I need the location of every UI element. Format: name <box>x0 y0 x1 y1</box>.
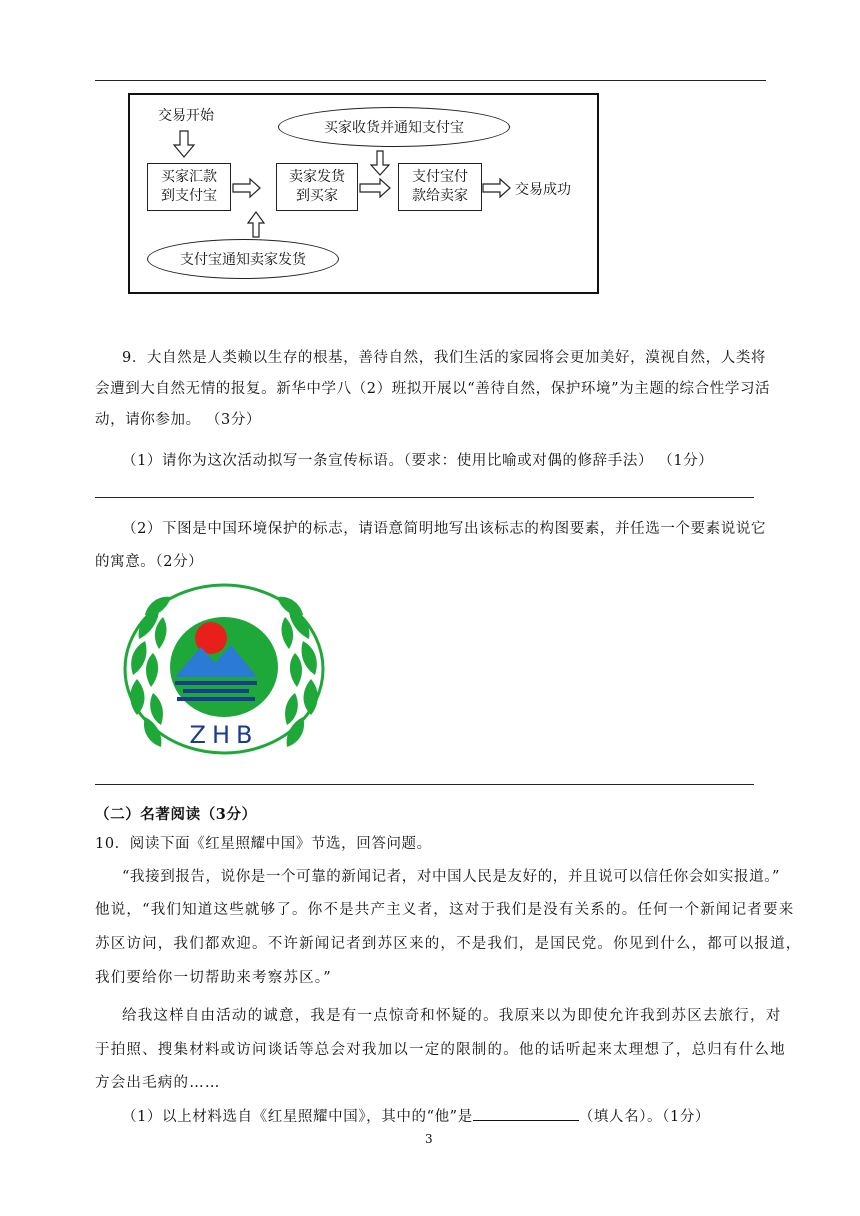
q10-sub1-text-pre: （1）以上材料选自《红星照耀中国》，其中的“他”是 <box>122 1109 473 1125</box>
section2-heading: （二）名著阅读（3分） <box>95 806 257 823</box>
flow-start-label: 交易开始 <box>158 108 214 124</box>
q9-answer-line-2 <box>95 784 754 785</box>
excerpt-p1-line-2: 他说，“我们知道这些就够了。你不是共产主义者，这对于我们是没有关系的。任何一个新闻记者要来 <box>95 902 795 918</box>
q9-sub2-line-1: （2）下图是中国环境保护的标志，请语意简明地写出该标志的构图要素，并任选一个要素说说它 <box>122 521 767 537</box>
q9-answer-line-1 <box>95 497 754 498</box>
flow-buyer-receive-ellipse: 买家收货并通知支付宝 <box>278 107 510 147</box>
q9-sub2-line-2: 的寓意。（2分） <box>95 554 204 570</box>
logo-zhb-text: ZHB <box>189 721 259 749</box>
q9-line-3: 动，请你参加。 （3分） <box>95 412 262 428</box>
q10-answer-blank[interactable] <box>473 1106 579 1121</box>
excerpt-p1-line-4: 我们要给你一切帮助来考察苏区。” <box>95 970 332 986</box>
excerpt-p2-line-3: 方会出毛病的…… <box>95 1075 221 1091</box>
q9-line-2: 会遭到大自然无情的报复。新华中学八（2）班拟开展以“善待自然，保护环境”为主题的综合性学习活 <box>95 381 771 397</box>
flow-success-label: 交易成功 <box>515 182 571 198</box>
flow-alipay-notify-ellipse: 支付宝通知卖家发货 <box>147 239 339 279</box>
q9-line-1: 9．大自然是人类赖以生存的根基，善待自然，我们生活的家园将会更加美好，漠视自然，人类将 <box>122 350 767 366</box>
excerpt-p2-line-1: 给我这样自由活动的诚意，我是有一点惊奇和怀疑的。我原来以为即使允许我到苏区去旅行，对 <box>122 1008 782 1024</box>
flow-alipay-pay-box: 支付宝付 款给卖家 <box>398 163 482 211</box>
header-rule <box>95 80 766 81</box>
excerpt-p1-line-3: 苏区访问，我们都欢迎。不许新闻记者到苏区来的，不是我们，是国民党。你见到什么，都可以报道， <box>95 936 802 952</box>
page-number: 3 <box>425 1132 434 1146</box>
excerpt-p2-line-2: 于拍照、搜集材料或访问谈话等总会对我加以一定的限制的。他的话听起来太理想了，总归有什么地 <box>95 1042 786 1058</box>
flow-buyer-pay-box: 买家汇款 到支付宝 <box>147 163 231 211</box>
q10-sub1 <box>122 1106 710 1127</box>
q10-prompt: 10．阅读下面《红星照耀中国》节选，回答问题。 <box>95 836 432 852</box>
alipay-flowchart <box>128 93 599 294</box>
excerpt-p1-line-1: “我接到报告，说你是一个可靠的新闻记者，对中国人民是友好的，并且说可以信任你会如实报道。” <box>122 869 781 885</box>
flow-seller-ship-box: 卖家发货 到买家 <box>276 163 358 211</box>
q10-sub1-text-post: （填人名）。（1分） <box>578 1109 711 1125</box>
environment-protection-logo <box>123 583 325 755</box>
q9-sub1: （1）请你为这次活动拟写一条宣传标语。（要求：使用比喻或对偶的修辞手法） （1分） <box>122 453 714 469</box>
